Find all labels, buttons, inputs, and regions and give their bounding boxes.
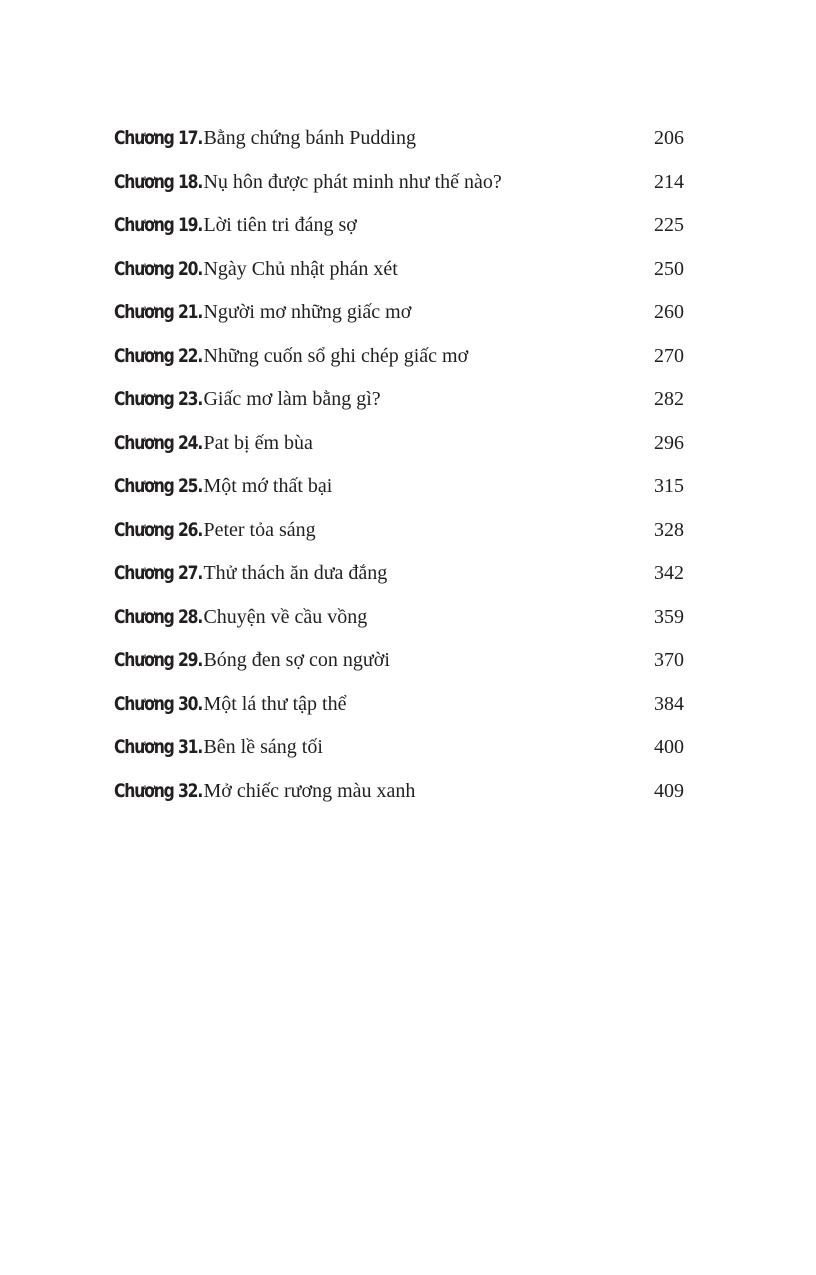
chapter-page-number: 270 [654, 344, 684, 367]
chapter-title: Lời tiên tri đáng sợ [203, 214, 357, 236]
chapter-number: Chương 28. [114, 605, 203, 628]
chapter-page-number: 250 [654, 257, 684, 280]
chapter-title: Thử thách ăn dưa đắng [203, 562, 388, 584]
chapter-page-number: 370 [654, 649, 684, 671]
chapter-number: Chương 20. [114, 257, 203, 280]
chapter-title: Một lá thư tập thể [203, 692, 347, 715]
chapter-page-number: 400 [654, 736, 684, 758]
chapter-title: Ngày Chủ nhật phán xét [203, 257, 398, 280]
chapter-title: Peter tỏa sáng [203, 518, 316, 541]
chapter-page-number: 225 [654, 214, 684, 236]
chapter-page-number: 206 [654, 127, 684, 149]
chapter-title: Người mơ những giấc mơ [203, 301, 412, 323]
toc-entry-chapter-29 [114, 639, 684, 683]
toc-entry-chapter-27 [114, 552, 684, 596]
toc-entry-chapter-18 [114, 161, 684, 205]
chapter-title: Bên lề sáng tối [203, 736, 323, 758]
chapter-number: Chương 30. [114, 692, 203, 715]
chapter-number: Chương 27. [114, 562, 203, 584]
chapter-page-number: 409 [654, 779, 684, 802]
chapter-title: Pat bị ếm bùa [203, 431, 313, 454]
toc-entry-chapter-31 [114, 726, 684, 770]
toc-entry-chapter-28 [114, 596, 684, 640]
toc-entry-chapter-17 [114, 117, 684, 161]
chapter-title: Một mớ thất bại [203, 475, 333, 497]
chapter-number: Chương 32. [114, 779, 203, 802]
chapter-title: Bóng đen sợ con người [203, 649, 390, 671]
chapter-number: Chương 26. [114, 518, 203, 541]
chapter-title: Giấc mơ làm bằng gì? [203, 388, 381, 410]
toc-entry-chapter-21 [114, 291, 684, 335]
chapter-title: Những cuốn sổ ghi chép giấc mơ [203, 344, 469, 367]
chapter-number: Chương 23. [114, 388, 203, 410]
chapter-number: Chương 29. [114, 649, 203, 671]
chapter-number: Chương 25. [114, 475, 203, 497]
chapter-page-number: 315 [654, 475, 684, 497]
chapter-number: Chương 19. [114, 214, 203, 236]
chapter-page-number: 282 [654, 388, 684, 410]
toc-entry-chapter-30 [114, 683, 684, 727]
table-of-contents [114, 117, 684, 813]
toc-entry-chapter-22 [114, 335, 684, 379]
chapter-number: Chương 18. [114, 170, 203, 193]
chapter-number: Chương 24. [114, 431, 203, 454]
toc-entry-chapter-19 [114, 204, 684, 248]
chapter-page-number: 260 [654, 301, 684, 323]
chapter-page-number: 342 [654, 562, 684, 584]
toc-entry-chapter-23 [114, 378, 684, 422]
chapter-title: Bằng chứng bánh Pudding [203, 127, 416, 149]
chapter-page-number: 359 [654, 605, 684, 628]
chapter-number: Chương 22. [114, 344, 203, 367]
chapter-title: Mở chiếc rương màu xanh [203, 779, 416, 802]
chapter-page-number: 296 [654, 431, 684, 454]
chapter-page-number: 384 [654, 692, 684, 715]
toc-entry-chapter-26 [114, 509, 684, 553]
chapter-page-number: 328 [654, 518, 684, 541]
chapter-title: Nụ hôn được phát minh như thế nào? [203, 170, 502, 193]
chapter-title: Chuyện về cầu vồng [203, 605, 368, 628]
chapter-number: Chương 17. [114, 127, 203, 149]
toc-entry-chapter-20 [114, 248, 684, 292]
toc-entry-chapter-24 [114, 422, 684, 466]
chapter-number: Chương 21. [114, 301, 203, 323]
toc-entry-chapter-32 [114, 770, 684, 814]
toc-entry-chapter-25 [114, 465, 684, 509]
chapter-number: Chương 31. [114, 736, 203, 758]
chapter-page-number: 214 [654, 170, 684, 193]
